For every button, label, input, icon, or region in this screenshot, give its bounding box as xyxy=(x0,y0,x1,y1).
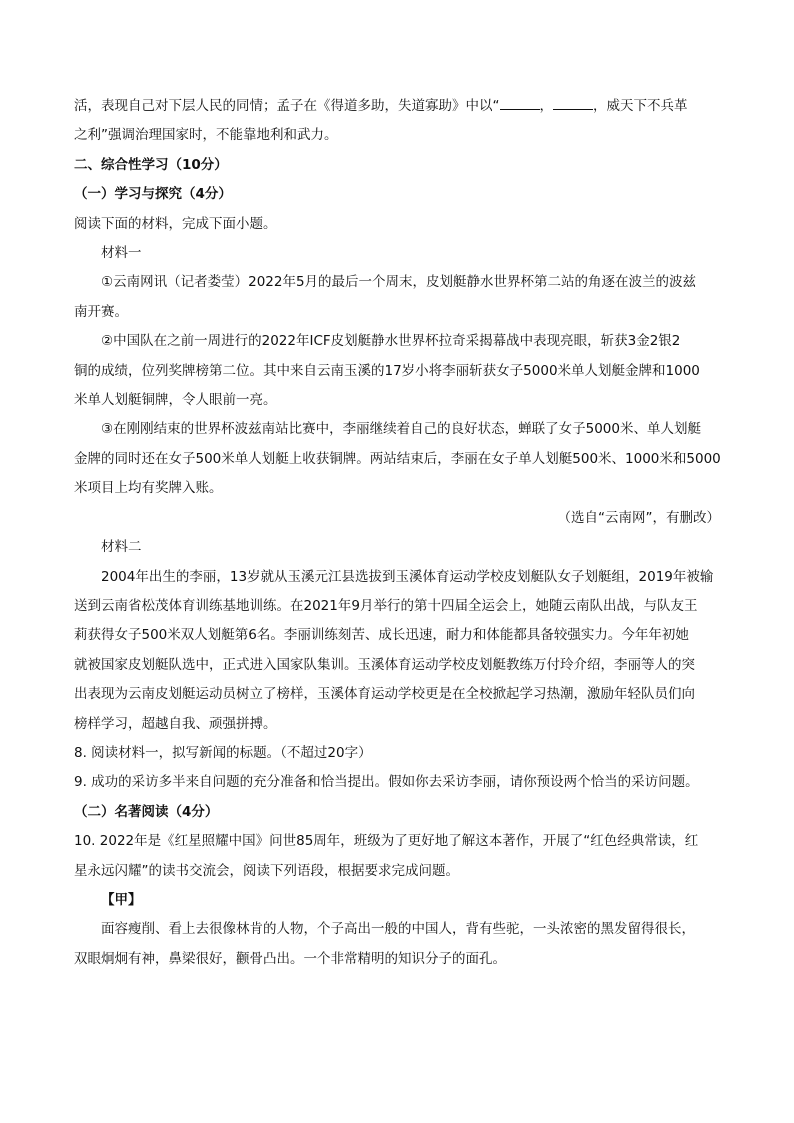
continuation-line-2: 之利”强调治理国家时，不能靠地利和武力。 xyxy=(74,127,338,144)
continuation-line-1: 活，表现自己对下层人民的同情；孟子在《得道多助，失道寡助》中以“ ， ，威天下不兵革 xyxy=(74,98,688,114)
material-1-p3-l3: 米项目上均有奖牌入账。 xyxy=(74,480,223,497)
question-8: 8. 阅读材料一，拟写新闻的标题。（不超过20字） xyxy=(74,744,372,761)
material-1-title: 材料一 xyxy=(101,245,142,262)
material-1-p2-l3: 米单人划艇铜牌，令人眼前一亮。 xyxy=(74,392,277,409)
answer-blank-2 xyxy=(553,96,593,110)
answer-blank-1 xyxy=(500,96,540,110)
material-1-p1-l2: 南开赛。 xyxy=(74,303,128,320)
material-1-p3-l1: ③在刚刚结束的世界杯波兹南站比赛中，李丽继续着自己的良好状态，蝉联了女子5000米、单人划艇 xyxy=(101,421,701,438)
material-1-p1-l1: ①云南网讯（记者娄莹）2022年5月的最后一个周末，皮划艇静水世界杯第二站的角逐在波兰的波兹 xyxy=(101,274,697,291)
material-2-l5: 出表现为云南皮划艇运动员树立了榜样，玉溪体育运动学校更是在全校掀起学习热潮，激励年轻队员们向 xyxy=(74,686,695,703)
document-page xyxy=(74,92,724,974)
question-10-l1: 10. 2022年是《红星照耀中国》问世85周年，班级为了更好地了解这本著作，开展了“红色经典常读，红 xyxy=(74,833,699,850)
subsection-heading-2: （二）名著阅读（4分） xyxy=(74,803,219,820)
question-10-l2: 星永远闪耀”的读书交流会，阅读下列语段，根据要求完成问题。 xyxy=(74,862,459,879)
passage-jia-label: 【甲】 xyxy=(101,891,142,908)
material-2-title: 材料二 xyxy=(101,539,142,556)
subsection-heading-1: （一）学习与探究（4分） xyxy=(74,186,232,203)
material-1-p3-l2: 金牌的同时还在女子500米单人划艇上收获铜牌。两站结束后，李丽在女子单人划艇500米、1000米和5000 xyxy=(74,450,721,467)
material-1-p2-l2: 铜的成绩，位列奖牌榜第二位。其中来自云南玉溪的17岁小将李丽斩获女子5000米单人划艇金牌和1000 xyxy=(74,362,700,379)
source-note: （选自“云南网”，有删改） xyxy=(557,509,720,526)
section-heading: 二、综合性学习（10分） xyxy=(74,156,228,173)
material-2-l3: 莉获得女子500米双人划艇第6名。李丽训练刻苦、成长迅速，耐力和体能都具备较强实力。今年年初她 xyxy=(74,627,689,644)
material-2-l2: 送到云南省松茂体育训练基地训练。在2021年9月举行的第十四届全运会上，她随云南队出战，与队友王 xyxy=(74,597,698,614)
instruction: 阅读下面的材料，完成下面小题。 xyxy=(74,215,277,232)
material-2-l1: 2004年出生的李丽，13岁就从玉溪元江县选拔到玉溪体育运动学校皮划艇队女子划艇组，2019年被输 xyxy=(101,568,714,585)
material-2-l6: 榜样学习，超越自我、顽强拼搏。 xyxy=(74,715,277,732)
question-9: 9. 成功的采访多半来自问题的充分准备和恰当提出。假如你去采访李丽，请你预设两个恰当的采访问题。 xyxy=(74,774,699,791)
passage-jia-l1: 面容瘦削、看上去很像林肯的人物，个子高出一般的中国人，背有些驼，一头浓密的黑发留得很长， xyxy=(101,921,695,938)
material-1-p2-l1: ②中国队在之前一周进行的2022年ICF皮划艇静水世界杯拉奇采揭幕战中表现亮眼，斩获3金2银2 xyxy=(101,333,681,350)
passage-jia-l2: 双眼炯炯有神，鼻梁很好，颧骨凸出。一个非常精明的知识分子的面孔。 xyxy=(74,950,506,967)
material-2-l4: 就被国家皮划艇队选中，正式进入国家队集训。玉溪体育运动学校皮划艇教练万付玲介绍，李丽等人的突 xyxy=(74,656,695,673)
